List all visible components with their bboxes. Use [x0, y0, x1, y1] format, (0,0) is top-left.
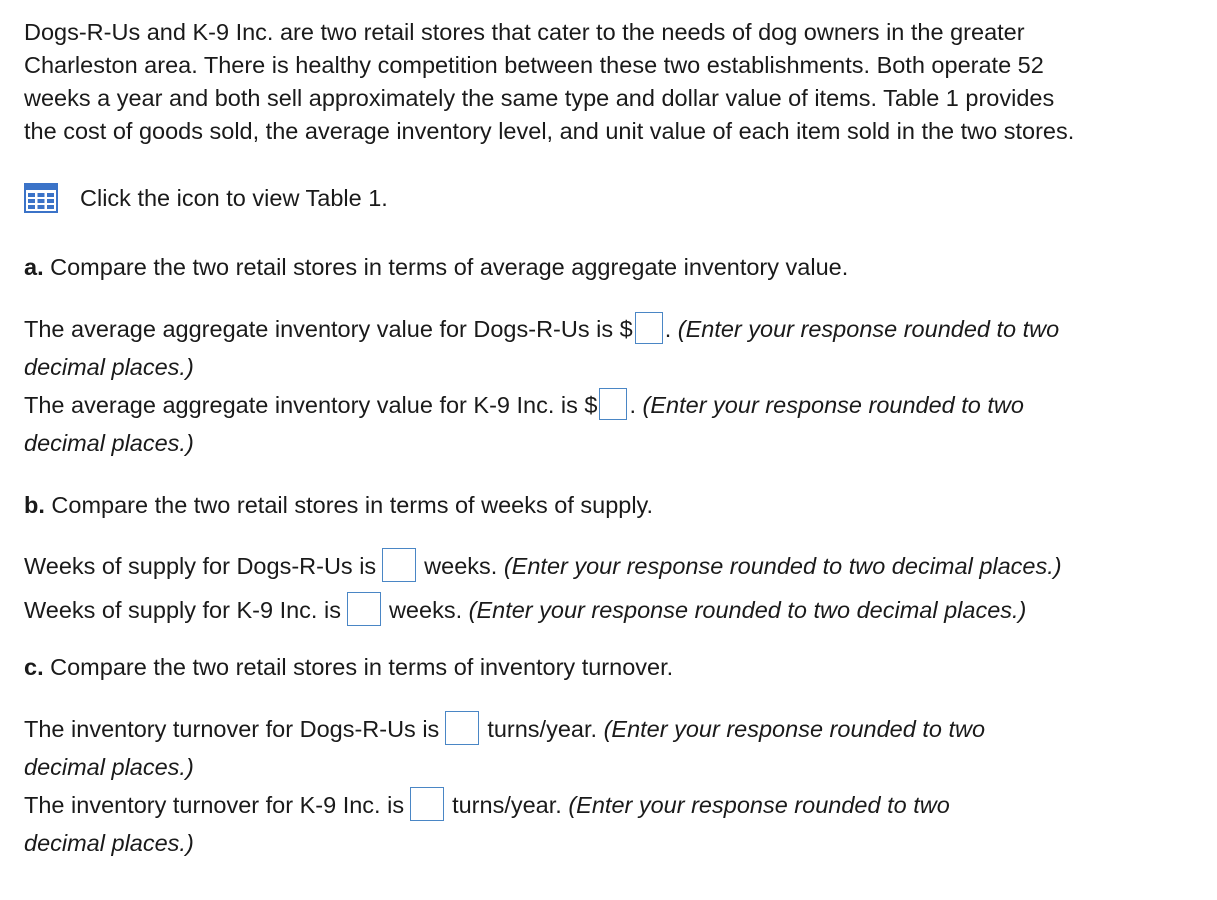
part-a-letter: a.	[24, 254, 44, 280]
part-c-q2-hint-continued: decimal places.)	[24, 830, 194, 856]
problem-statement	[24, 16, 1199, 148]
part-c-letter: c.	[24, 654, 44, 680]
part-c-q2-prefix: The inventory turnover for K-9 Inc. is	[24, 792, 405, 818]
table-grid-icon[interactable]	[24, 183, 58, 213]
part-c-q1-hint-continued: decimal places.)	[24, 754, 194, 780]
part-b-q2-unit: weeks.	[388, 597, 463, 623]
intro-line-3: weeks a year and both sell approximately the same type and dollar value of items. Table 1 provides	[24, 85, 1055, 111]
part-c-q1-prefix: The inventory turnover for Dogs-R-Us is	[24, 716, 440, 742]
dogs-r-us-inventory-turnover-input[interactable]	[445, 711, 479, 745]
part-b-letter: b.	[24, 492, 45, 518]
question-content	[24, 16, 1199, 862]
part-a-q1-suffix: .	[664, 316, 672, 342]
part-c-question-1	[24, 710, 1199, 786]
part-a-heading	[24, 252, 1199, 282]
intro-line-4: the cost of goods sold, the average inventory level, and unit value of each item sold in the two stores.	[24, 118, 1075, 144]
part-b-q2-prefix: Weeks of supply for K-9 Inc. is	[24, 597, 341, 623]
part-c-question-2	[24, 786, 1199, 862]
intro-line-1: Dogs-R-Us and K-9 Inc. are two retail stores that cater to the needs of dog owners in the greater	[24, 19, 1025, 45]
part-a-question-2	[24, 386, 1199, 462]
part-a-q1-hint-continued: decimal places.)	[24, 354, 194, 380]
part-b-q1-hint: (Enter your response rounded to two decimal places.)	[497, 553, 1062, 579]
part-a-q1-prefix: The average aggregate inventory value for Dogs-R-Us is $	[24, 316, 633, 342]
part-c-q1-hint: (Enter your response rounded to two	[597, 716, 986, 742]
k9-inventory-turnover-input[interactable]	[410, 787, 444, 821]
view-table-1-link[interactable]	[24, 182, 1199, 214]
k9-weeks-of-supply-input[interactable]	[347, 592, 381, 626]
part-a-q2-hint-continued: decimal places.)	[24, 430, 194, 456]
part-c-q2-hint: (Enter your response rounded to two	[561, 792, 950, 818]
part-c-heading-text: Compare the two retail stores in terms of inventory turnover.	[43, 654, 674, 680]
part-a-q1-hint: (Enter your response rounded to two	[671, 316, 1060, 342]
view-table-1-label[interactable]: Click the icon to view Table 1.	[80, 184, 388, 211]
part-b-heading-text: Compare the two retail stores in terms of weeks of supply.	[44, 492, 654, 518]
part-b-question-1	[24, 544, 1199, 588]
part-c-q2-unit: turns/year.	[452, 792, 562, 818]
part-c-q1-unit: turns/year.	[487, 716, 598, 742]
part-a-heading-text: Compare the two retail stores in terms of average aggregate inventory value.	[43, 254, 849, 280]
intro-line-2: Charleston area. There is healthy competition between these two establishments. Both operate 52	[24, 52, 1044, 78]
k9-inventory-value-input[interactable]	[599, 388, 627, 420]
part-a-q2-suffix: .	[629, 392, 636, 418]
part-a-question-1	[24, 310, 1199, 386]
part-b-q1-unit: weeks.	[424, 553, 498, 579]
part-b-q2-hint: (Enter your response rounded to two decimal places.)	[462, 597, 1027, 623]
part-b-q1-prefix: Weeks of supply for Dogs-R-Us is	[24, 553, 377, 579]
part-b-heading	[24, 490, 1199, 520]
part-a-q2-hint: (Enter your response rounded to two	[636, 392, 1024, 418]
part-a-q2-prefix: The average aggregate inventory value for K-9 Inc. is $	[24, 392, 598, 418]
part-c-heading	[24, 652, 1199, 682]
part-b-question-2	[24, 588, 1199, 632]
dogs-r-us-weeks-of-supply-input[interactable]	[382, 548, 416, 582]
dogs-r-us-inventory-value-input[interactable]	[635, 312, 663, 344]
